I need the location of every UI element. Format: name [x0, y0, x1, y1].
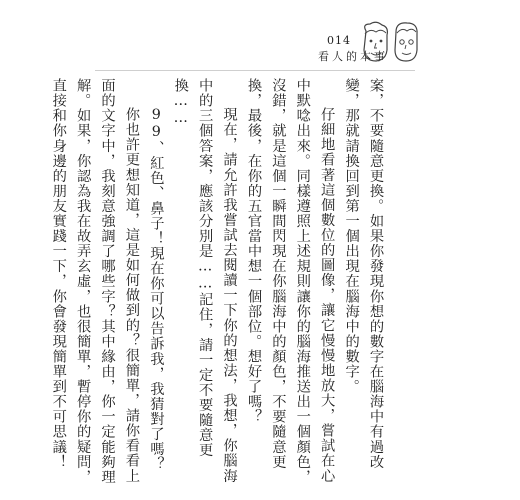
paragraph: 你也許更想知道，這是如何做到的？很簡單，請你看看上面的文字中，我刻意強調了哪些字？其中緣由，你一定能夠理解。如果，你認為我在故弄玄虛，也很簡單，暫停你的疑問，直接和你身邊的朋友實踐一下，你會發現簡單到不可思議！ [50, 78, 140, 485]
page-number: 014 [327, 34, 351, 47]
book-title: 看人的本事 [318, 50, 388, 63]
header-rule [95, 70, 415, 71]
paragraph: 案，不要隨意更換。如果你發現你想的數字在腦海中有過改變，那就請換回到第一個出現在腦海中的數字。 [343, 78, 384, 470]
paragraph: 99、紅色、鼻子！現在你可以告訴我，我猜對了嗎？ [148, 106, 165, 472]
paragraph: 仔細地看著這個數位的圖像，讓它慢慢地放大，嘗試在心中默唸出來。同樣遵照上述規則讓你的腦海推送出一個顏色，沒錯，就是這個一瞬間閃現在你腦海中的顏色，不要隨意更換，最後，在你的五官當中想一個部位。想好了嗎？ [245, 78, 336, 485]
two-faces-doodle-icon [352, 18, 424, 66]
paragraph: 現在，請允許我嘗試去閱讀一下你的想法，我想，你腦海中的三個答案，應該分別是……記住，請一定不要隨意更換…… [172, 78, 238, 483]
body-text [50, 78, 388, 486]
